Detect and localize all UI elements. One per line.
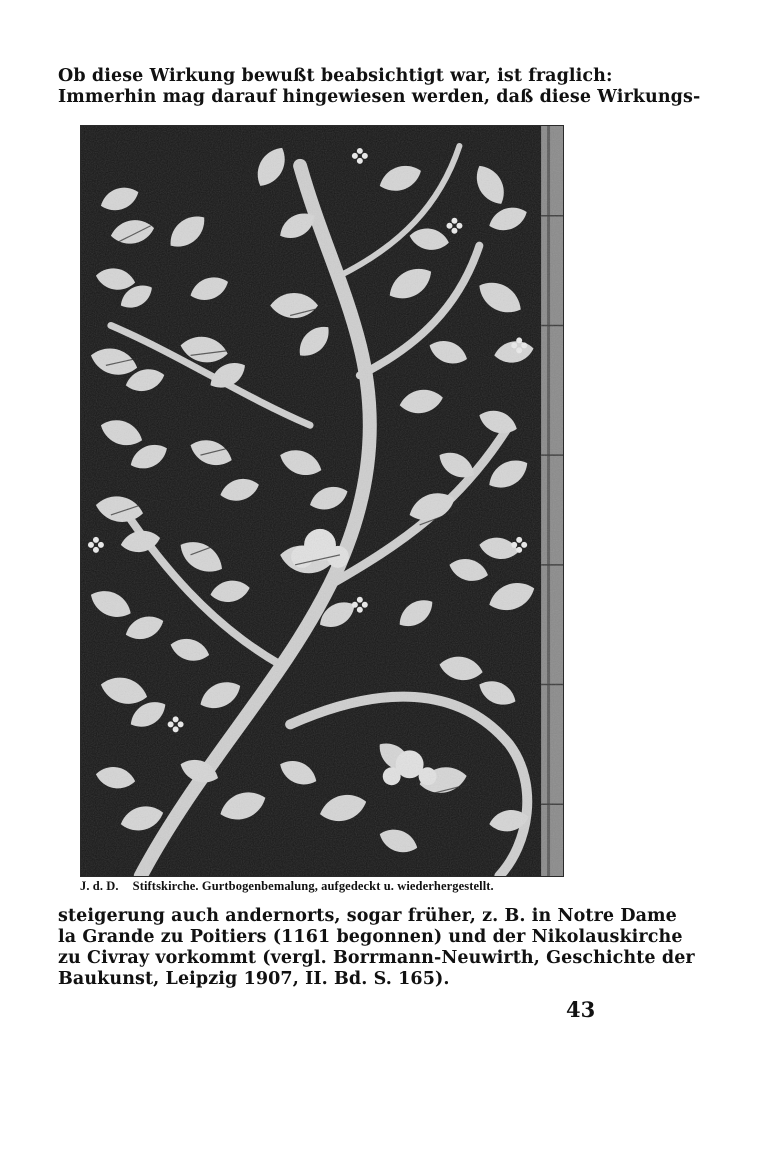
top-paragraph <box>58 66 701 108</box>
text-line: zu Civray vorkommt (vergl. Borrmann-Neuwirth, Geschichte der <box>58 948 695 968</box>
text-line: Ob diese Wirkung bewußt beabsichtigt war, ist fraglich: <box>58 66 613 86</box>
ornament-photograph <box>80 125 564 877</box>
caption-source: J. d. D. <box>80 879 119 893</box>
caption-text: Stiftskirche. Gurtbogenbemalung, aufgedeckt u. wiederhergestellt. <box>132 879 494 893</box>
text-line: Baukunst, Leipzig 1907, II. Bd. S. 165). <box>58 969 450 989</box>
text-line: Immerhin mag darauf hingewiesen werden, daß diese Wirkungs- <box>58 87 701 107</box>
bottom-paragraph <box>58 906 695 990</box>
page-number: 43 <box>566 997 596 1022</box>
text-line: steigerung auch andernorts, sogar früher, z. B. in Notre Dame <box>58 906 677 926</box>
figure-caption <box>80 879 564 894</box>
text-line: la Grande zu Poitiers (1161 begonnen) und der Nikolauskirche <box>58 927 683 947</box>
